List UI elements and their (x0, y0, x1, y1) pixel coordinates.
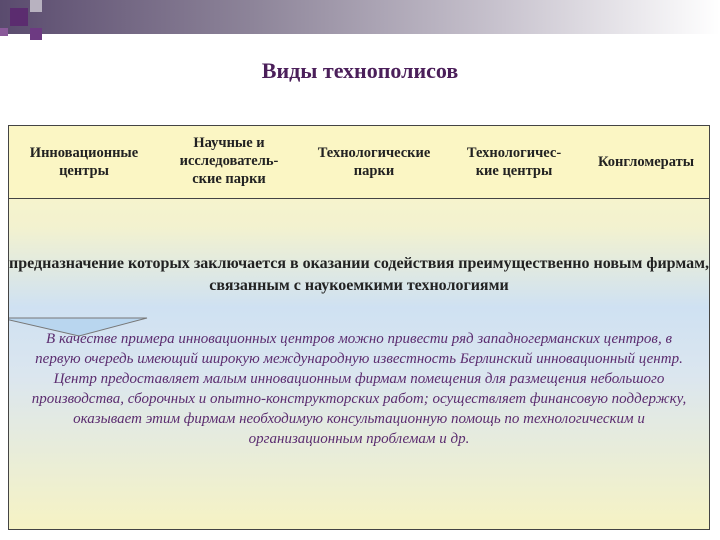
technopolis-types-box (8, 125, 710, 530)
decorative-square (0, 28, 8, 36)
top-decorative-band (0, 0, 720, 34)
decorative-square (10, 8, 28, 26)
category-innovation-centers: Инновационные центры (29, 145, 139, 179)
category-conglomerates: Конгломераты (597, 154, 695, 170)
decorative-square (30, 28, 42, 40)
category-technology-centers: Технологичес- кие центры (466, 145, 562, 179)
category-technology-parks: Технологические парки (317, 145, 431, 179)
category-research-parks: Научные и исследователь- ские парки (179, 135, 279, 187)
purpose-text: предназначение которых заключается в оказании содействия преимущественно новым фирмам, связанным с наукоемкими технологиями (9, 255, 710, 294)
category-header-row (9, 126, 709, 199)
slide-title: Виды технополисов (261, 58, 459, 83)
example-text: В качестве примера инновационных центров можно привести ряд западногерманских центров, в первую очередь имеющий широкую международную известность Берлинский инновационный центр. Центр предоставляет малым инновационным фирмам помещения для размещения небольшого производства, сборочных и опытно-конструкторских работ; осуществляет финансовую поддержку, оказывает этим фирмам необходимую консультационную помощь по технологическим и организационным проблемам и др. (31, 331, 687, 447)
decorative-square (30, 0, 42, 12)
